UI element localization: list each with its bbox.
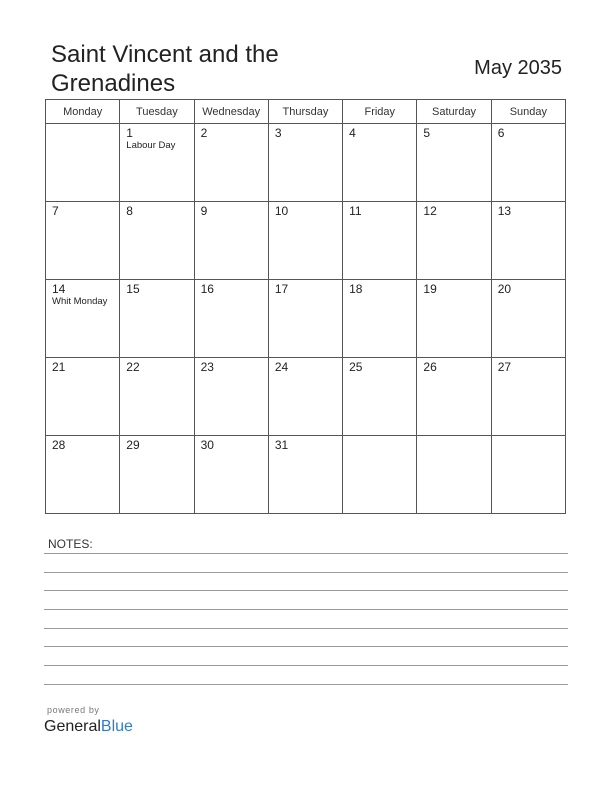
calendar-day-cell [46, 124, 120, 202]
calendar-day-cell [46, 280, 120, 358]
calendar-day-cell [417, 124, 491, 202]
calendar-week-row [46, 358, 566, 436]
calendar-day-cell [343, 124, 417, 202]
note-line [44, 553, 568, 554]
day-number: 21 [52, 360, 66, 374]
day-number: 7 [52, 204, 59, 218]
logo-text-blue: Blue [100, 718, 133, 735]
day-number: 1 [126, 126, 133, 140]
weekday-header: Saturday [417, 100, 491, 124]
day-number: 29 [126, 438, 140, 452]
powered-by-label: powered by [47, 705, 100, 715]
calendar-day-cell [194, 436, 268, 514]
holiday-label: Whit Monday [52, 296, 108, 307]
weekday-header: Tuesday [120, 100, 194, 124]
generalblue-logo[interactable] [44, 717, 133, 737]
calendar-day-cell [194, 124, 268, 202]
day-number: 8 [126, 204, 133, 218]
calendar-week-row [46, 436, 566, 514]
calendar-day-cell [491, 202, 565, 280]
calendar-week-row [46, 202, 566, 280]
calendar-day-cell [417, 202, 491, 280]
day-number: 14 [52, 282, 66, 296]
calendar-day-cell [194, 280, 268, 358]
day-number: 15 [126, 282, 140, 296]
calendar-day-cell [120, 202, 194, 280]
notes-label: NOTES: [48, 537, 93, 551]
calendar-day-cell [120, 436, 194, 514]
calendar-day-cell [343, 280, 417, 358]
day-number: 10 [274, 204, 289, 218]
page-title: Saint Vincent and the Grenadines [51, 41, 279, 97]
day-number: 25 [349, 360, 363, 374]
day-number: 22 [126, 360, 140, 374]
day-number: 19 [423, 282, 437, 296]
calendar-day-cell [268, 202, 342, 280]
calendar-day-cell [491, 436, 565, 514]
calendar-week-row [46, 124, 566, 202]
weekday-header: Friday [343, 100, 417, 124]
calendar-day-cell [491, 358, 565, 436]
calendar-grid [45, 99, 566, 514]
note-line [44, 665, 568, 666]
calendar-day-cell [120, 124, 194, 202]
day-number: 2 [200, 126, 208, 140]
weekday-header: Sunday [491, 100, 565, 124]
calendar-day-cell [268, 358, 342, 436]
calendar-day-cell [343, 358, 417, 436]
note-line [44, 646, 568, 647]
calendar-day-cell [491, 124, 565, 202]
day-number: 26 [423, 360, 437, 374]
weekday-header: Wednesday [194, 100, 268, 124]
calendar-day-cell [417, 280, 491, 358]
calendar-day-cell [417, 436, 491, 514]
calendar-day-cell [343, 202, 417, 280]
day-number: 16 [200, 282, 214, 296]
calendar-day-cell [343, 436, 417, 514]
calendar-day-cell [120, 358, 194, 436]
day-number: 11 [349, 204, 362, 218]
day-number: 6 [497, 126, 505, 140]
day-number: 28 [52, 438, 66, 452]
note-line [44, 628, 568, 629]
day-number: 13 [497, 204, 512, 218]
day-number: 4 [349, 126, 356, 140]
day-number: 9 [200, 204, 208, 218]
note-line [44, 590, 568, 591]
holiday-label: Labour Day [126, 140, 176, 151]
calendar-week-row [46, 280, 566, 358]
calendar-day-cell [46, 358, 120, 436]
month-year-label: May 2035 [474, 57, 562, 79]
day-number: 31 [274, 438, 289, 452]
note-line [44, 609, 568, 610]
calendar-day-cell [268, 436, 342, 514]
day-number: 12 [423, 204, 437, 218]
day-number: 17 [274, 282, 289, 296]
calendar-day-cell [268, 280, 342, 358]
calendar-day-cell [120, 280, 194, 358]
day-number: 18 [349, 282, 363, 296]
calendar-day-cell [194, 202, 268, 280]
day-number: 24 [274, 360, 289, 374]
calendar-day-cell [46, 202, 120, 280]
note-line [44, 572, 568, 573]
day-number: 20 [497, 282, 512, 296]
calendar-day-cell [491, 280, 565, 358]
logo-text-general: General [44, 718, 101, 735]
weekday-header-row [46, 100, 566, 124]
day-number: 30 [200, 438, 214, 452]
weekday-header: Monday [46, 100, 120, 124]
weekday-header: Thursday [268, 100, 342, 124]
calendar-day-cell [194, 358, 268, 436]
day-number: 5 [423, 126, 431, 140]
note-line [44, 684, 568, 685]
day-number: 27 [497, 360, 512, 374]
calendar-day-cell [46, 436, 120, 514]
day-number: 3 [274, 126, 282, 140]
calendar-day-cell [268, 124, 342, 202]
calendar-day-cell [417, 358, 491, 436]
day-number: 23 [200, 360, 214, 374]
